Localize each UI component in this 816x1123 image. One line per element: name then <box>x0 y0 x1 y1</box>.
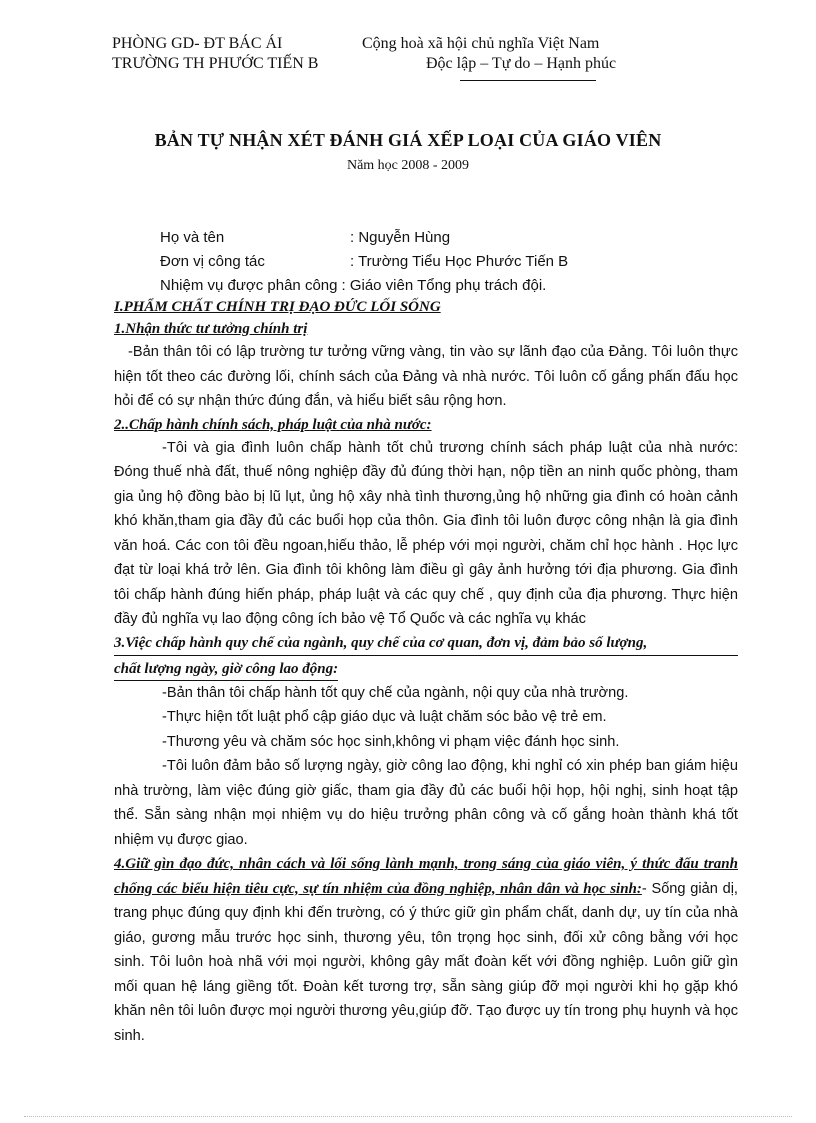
info-label: Họ và tên <box>160 229 225 246</box>
section-heading-2: 2..Chấp hành chính sách, pháp luật của nhà nước: <box>114 416 432 433</box>
nation-line-2: Độc lập – Tự do – Hạnh phúc <box>426 55 617 72</box>
page-bottom-border <box>24 1116 792 1117</box>
motto-underline <box>460 80 596 81</box>
info-label: Đơn vị công tác <box>160 253 265 270</box>
info-value: : Giáo viên Tổng phụ trách đội. <box>341 277 547 294</box>
section-3-item: -Tôi luôn đảm bảo số lượng ngày, giờ công lao động, khi nghỉ có xin phép ban giám hiệu nhà trường, làm việc đúng giờ giấc, tham gia đầy đủ các buổi hội họp, hội nghị, sinh hoạt tập thể. Sẵn sàng nhận mọi nhiệm vụ do hiệu trưởng phân công và cố gắng hoàn thành khá tốt nhiệm vụ được giao. <box>114 758 738 848</box>
document-body <box>114 296 738 1048</box>
section-heading-I: I.PHẨM CHẤT CHÍNH TRỊ ĐẠO ĐỨC LỐI SỐNG <box>114 299 441 315</box>
section-heading-1: 1.Nhận thức tư tưởng chính trị <box>114 321 308 337</box>
org-line-1: PHÒNG GD- ĐT BÁC ÁI <box>112 35 283 52</box>
section-4 <box>114 852 738 1048</box>
section-1-text: -Bản thân tôi có lập trường tư tưởng vững vàng, tin vào sự lãnh đạo của Đảng. Tôi luôn thực hiện tốt theo các đường lối, chính sách của Đảng và nhà nước. Tôi luôn cố gắng phấn đấu học hỏi để có sự nhận thức đúng đắn, và hiểu biết sâu rộng hơn. <box>114 344 738 409</box>
org-line-2: TRƯỜNG TH PHƯỚC TIẾN B <box>112 55 319 72</box>
info-value: : Trường Tiểu Học Phước Tiến B <box>350 253 569 270</box>
info-value: : Nguyễn Hùng <box>350 229 451 246</box>
issuing-organization <box>112 34 318 74</box>
document-title: BẢN TỰ NHẬN XÉT ĐÁNH GIÁ XẾP LOẠI CỦA GIÁO VIÊN <box>154 130 662 150</box>
section-3-item: -Bản thân tôi chấp hành tốt quy chế của ngành, nội quy của nhà trường. <box>162 684 629 701</box>
section-heading-3-line-2: chất lượng ngày, giờ công lao động: <box>114 658 338 681</box>
info-row-duty <box>160 274 568 298</box>
info-label: Nhiệm vụ được phân công <box>160 277 338 294</box>
info-row-name <box>160 226 568 250</box>
heading-underline <box>114 655 738 656</box>
section-3-item: -Thực hiện tốt luật phổ cập giáo dục và luật chăm sóc bảo vệ trẻ em. <box>162 709 607 725</box>
info-row-unit <box>160 250 568 274</box>
section-2-text: -Tôi và gia đình luôn chấp hành tốt chủ trương chính sách pháp luật của nhà nước: Đóng thuế nhà đất, thuế nông nghiệp đầy đủ đúng thời hạn, nộp tiền an ninh quốc phòng, tham gia ủng hộ đồng bào bị lũ lụt, ủng hộ xây nhà tình thương,ủng hộ những gia đình có hoàn cảnh khó khăn,tham gia đầy đủ các buổi họp của thôn. Gia đình tôi luôn được công nhận là gia đình văn hoá. Các con tôi đều ngoan,hiếu thảo, lễ phép với mọi người, chăm chỉ học hành . Học lực đạt từ loại khá trở lên. Gia đình tôi không làm điều gì gây ảnh hưởng tới địa phương. Gia đình tôi chấp hành đúng hiến pháp, pháp luật và các quy chế , quy định của địa phương. Thực hiện đầy đủ nghĩa vụ lao động công ích bảo vệ Tổ Quốc và các nghĩa vụ khác <box>114 439 738 627</box>
section-4-text: - Sống giản dị, trang phục đúng quy định khi đến trường, có ý thức giữ gìn phẩm chất, danh dự, uy tín của nhà giáo, gương mẫu trước học sinh, thương yêu, tôn trọng học sinh, đối xử công bằng với học sinh. Tôi luôn hoà nhã với mọi người, không gây mất đoàn kết với đồng nghiệp. Luôn giữ gìn mối quan hệ láng giềng tốt. Đoàn kết tương trợ, sẵn sàng giúp đỡ mọi người khi họ gặp khó khăn nên tôi luôn được mọi người thương yêu,giúp đỡ. Tạo được uy tín trong phụ huynh và học sinh. <box>114 880 738 1044</box>
national-motto <box>362 34 616 74</box>
school-year: Năm học 2008 - 2009 <box>346 158 470 173</box>
teacher-info <box>160 226 568 298</box>
nation-line-1: Cộng hoà xã hội chủ nghĩa Việt Nam <box>362 35 600 52</box>
section-heading-3-line-1: 3.Việc chấp hành quy chế của ngành, quy chế của cơ quan, đơn vị, đảm bảo số lượng, <box>114 634 648 651</box>
section-3-item: -Thương yêu và chăm sóc học sinh,không vi phạm việc đánh học sinh. <box>162 733 620 750</box>
section-heading-4: 4.Giữ gìn đạo đức, nhân cách và lối sống lành mạnh, trong sáng của giáo viên, ý thức đấu tranh chống các biểu hiện tiêu cực, sự tín nhiệm của đồng nghiệp, nhân dân và học sinh: <box>114 856 738 897</box>
